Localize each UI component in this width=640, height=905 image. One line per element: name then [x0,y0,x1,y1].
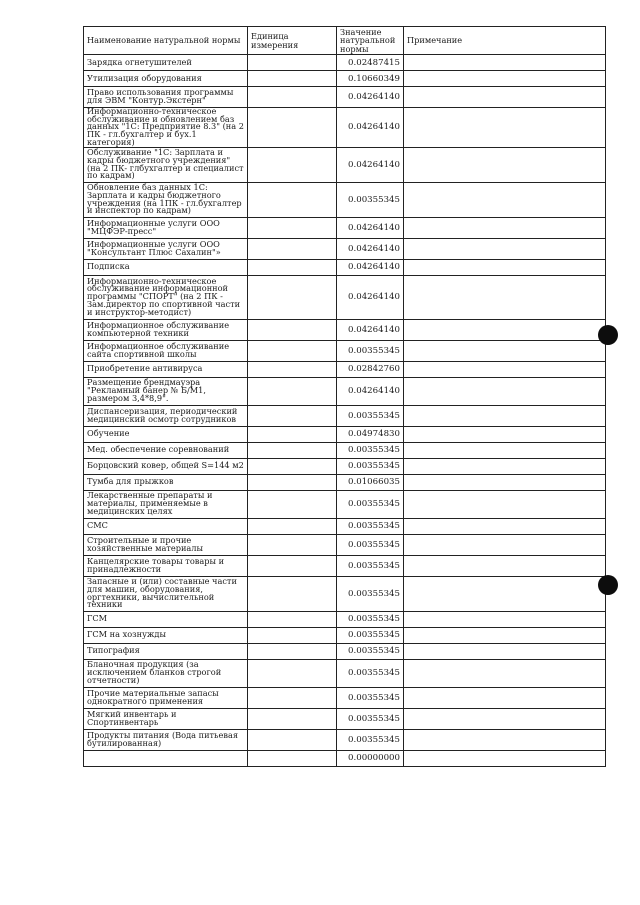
row-note-cell [404,182,606,217]
row-value-cell: 0.01066035 [337,474,404,490]
row-name-cell: Запасные и (или) составные части для машин, оборудования, оргтехники, вычислительной техники [84,576,248,611]
row-note-cell [404,729,606,750]
row-value-cell: 0.10660349 [337,71,404,87]
table-row [84,108,606,148]
row-unit-cell [248,729,337,750]
row-unit-cell [248,340,337,361]
header-note: Примечание [404,27,606,55]
table-row [84,87,606,108]
row-value-cell: 0.00355345 [337,576,404,611]
table-row [84,576,606,611]
row-name-cell: ГСМ [84,611,248,627]
row-note-cell [404,611,606,627]
header-value: Значение натуральной нормы [337,27,404,55]
row-note-cell [404,319,606,340]
row-name-cell: Продукты питания (Вода питьевая бутилированная) [84,729,248,750]
row-note-cell [404,490,606,518]
row-unit-cell [248,750,337,766]
row-note-cell [404,458,606,474]
row-unit-cell [248,55,337,71]
row-name-cell: Приобретение антивируса [84,361,248,377]
row-value-cell: 0.00355345 [337,490,404,518]
row-unit-cell [248,377,337,405]
row-note-cell [404,643,606,659]
table-row [84,659,606,687]
table-row [84,340,606,361]
row-name-cell: Строительные и прочие хозяйственные материалы [84,534,248,555]
row-note-cell [404,576,606,611]
row-unit-cell [248,555,337,576]
row-name-cell: Размещение брендмауэра "Рекламный банер № Б/М1, размером 3,4*8,9". [84,377,248,405]
row-unit-cell [248,405,337,426]
row-note-cell [404,426,606,442]
row-unit-cell [248,238,337,259]
row-unit-cell [248,458,337,474]
table-row [84,55,606,71]
norms-table [83,26,606,767]
row-unit-cell [248,361,337,377]
table-header-row [84,27,606,55]
row-value-cell: 0.04264140 [337,377,404,405]
header-unit: Единица измерения [248,27,337,55]
table-row [84,555,606,576]
row-value-cell: 0.00355345 [337,708,404,729]
row-value-cell: 0.04264140 [337,259,404,275]
table-row [84,729,606,750]
row-value-cell: 0.02842760 [337,361,404,377]
row-name-cell: Прочие материальные запасы однократного применения [84,687,248,708]
row-name-cell: Обслуживание "1С: Зарплата и кадры бюджетного учреждения" (на 2 ПК- глбухгалтер и специалист по кадрам) [84,147,248,182]
row-note-cell [404,87,606,108]
table-row [84,426,606,442]
row-unit-cell [248,217,337,238]
row-note-cell [404,750,606,766]
row-unit-cell [248,687,337,708]
row-unit-cell [248,259,337,275]
row-note-cell [404,217,606,238]
row-name-cell: Бланочная продукция (за исключением бланков строгой отчетности) [84,659,248,687]
row-value-cell: 0.00355345 [337,405,404,426]
table-row [84,611,606,627]
row-note-cell [404,55,606,71]
table-row [84,238,606,259]
row-name-cell: Подписка [84,259,248,275]
row-value-cell: 0.04264140 [337,238,404,259]
row-name-cell: Обучение [84,426,248,442]
row-note-cell [404,405,606,426]
row-name-cell: Утилизация оборудования [84,71,248,87]
row-note-cell [404,474,606,490]
row-value-cell: 0.00355345 [337,687,404,708]
table-row [84,518,606,534]
row-unit-cell [248,71,337,87]
row-value-cell: 0.00355345 [337,729,404,750]
row-name-cell: Борцовский ковер, общей S=144 м2 [84,458,248,474]
row-unit-cell [248,708,337,729]
table-row [84,259,606,275]
row-name-cell: Информационно-техническое обслуживание информационной программы "СПОРТ" (на 2 ПК - Зам.директор по спортивной части и инструктор-методист) [84,275,248,319]
row-note-cell [404,518,606,534]
row-name-cell: Мед. обеспечение соревнований [84,442,248,458]
row-note-cell [404,238,606,259]
row-value-cell: 0.00355345 [337,659,404,687]
row-note-cell [404,534,606,555]
row-name-cell: Мягкий инвентарь и Спортинвентарь [84,708,248,729]
row-value-cell: 0.04264140 [337,217,404,238]
row-value-cell: 0.02487415 [337,55,404,71]
row-name-cell: Типография [84,643,248,659]
row-unit-cell [248,534,337,555]
row-unit-cell [248,442,337,458]
row-note-cell [404,442,606,458]
row-note-cell [404,259,606,275]
row-unit-cell [248,275,337,319]
table-row [84,687,606,708]
table-row [84,750,606,766]
row-unit-cell [248,627,337,643]
row-value-cell: 0.00355345 [337,643,404,659]
table-row [84,643,606,659]
row-name-cell: ГСМ на хознужды [84,627,248,643]
table-row [84,361,606,377]
row-unit-cell [248,147,337,182]
table-row [84,458,606,474]
table-row [84,319,606,340]
row-unit-cell [248,108,337,148]
table-row [84,490,606,518]
row-unit-cell [248,611,337,627]
row-name-cell: Тумба для прыжков [84,474,248,490]
row-value-cell: 0.04264140 [337,108,404,148]
row-name-cell: Информационные услуги ООО "МЦФЭР-пресс" [84,217,248,238]
row-name-cell [84,750,248,766]
row-name-cell: Диспансеризация, периодический медицинский осмотр сотрудников [84,405,248,426]
row-unit-cell [248,576,337,611]
table-row [84,405,606,426]
table-row [84,377,606,405]
row-value-cell: 0.04264140 [337,147,404,182]
row-value-cell: 0.00355345 [337,458,404,474]
row-note-cell [404,555,606,576]
row-note-cell [404,361,606,377]
table-row [84,275,606,319]
row-value-cell: 0.00355345 [337,518,404,534]
row-value-cell: 0.04264140 [337,87,404,108]
row-unit-cell [248,182,337,217]
table-row [84,442,606,458]
row-unit-cell [248,643,337,659]
table-row [84,708,606,729]
row-value-cell: 0.00355345 [337,442,404,458]
row-note-cell [404,708,606,729]
table-row [84,474,606,490]
row-value-cell: 0.04974830 [337,426,404,442]
row-unit-cell [248,518,337,534]
row-value-cell: 0.00355345 [337,611,404,627]
row-name-cell: Право использования программы для ЭВМ "Контур.Экстерн" [84,87,248,108]
row-note-cell [404,275,606,319]
row-note-cell [404,659,606,687]
row-value-cell: 0.00355345 [337,555,404,576]
punch-hole-top [598,325,618,345]
row-value-cell: 0.00355345 [337,182,404,217]
row-value-cell: 0.00355345 [337,627,404,643]
row-note-cell [404,377,606,405]
row-unit-cell [248,319,337,340]
row-name-cell: Информационно-техническое обслуживание и обновлением баз данных "1С: Предприятие 8.3" (на 2 ПК - гл.бухгалтер и бух.1 категория) [84,108,248,148]
row-note-cell [404,340,606,361]
table-row [84,71,606,87]
table-row [84,147,606,182]
row-value-cell: 0.04264140 [337,275,404,319]
header-name: Наименование натуральной нормы [84,27,248,55]
table-row [84,627,606,643]
row-value-cell: 0.00355345 [337,534,404,555]
row-name-cell: СМС [84,518,248,534]
table-row [84,217,606,238]
row-note-cell [404,627,606,643]
table-row [84,534,606,555]
row-value-cell: 0.00000000 [337,750,404,766]
row-name-cell: Информационное обслуживание компьютерной техники [84,319,248,340]
row-note-cell [404,108,606,148]
table-row [84,182,606,217]
row-unit-cell [248,659,337,687]
row-value-cell: 0.00355345 [337,340,404,361]
row-note-cell [404,71,606,87]
row-unit-cell [248,490,337,518]
row-name-cell: Канцелярские товары товары и принадлежности [84,555,248,576]
row-name-cell: Зарядка огнетушителей [84,55,248,71]
row-unit-cell [248,474,337,490]
row-value-cell: 0.04264140 [337,319,404,340]
row-name-cell: Обновление баз данных 1С: Зарплата и кадры бюджетного учреждения (на 1ПК - гл.бухгалтер и инспектор по кадрам) [84,182,248,217]
row-name-cell: Информационное обслуживание сайта спортивной школы [84,340,248,361]
row-name-cell: Лекарственные препараты и материалы, применяемые в медицинских целях [84,490,248,518]
row-note-cell [404,147,606,182]
row-name-cell: Информационные услуги ООО "Консультант Плюс Сахалин"» [84,238,248,259]
row-unit-cell [248,87,337,108]
row-note-cell [404,687,606,708]
row-unit-cell [248,426,337,442]
punch-hole-bottom [598,575,618,595]
